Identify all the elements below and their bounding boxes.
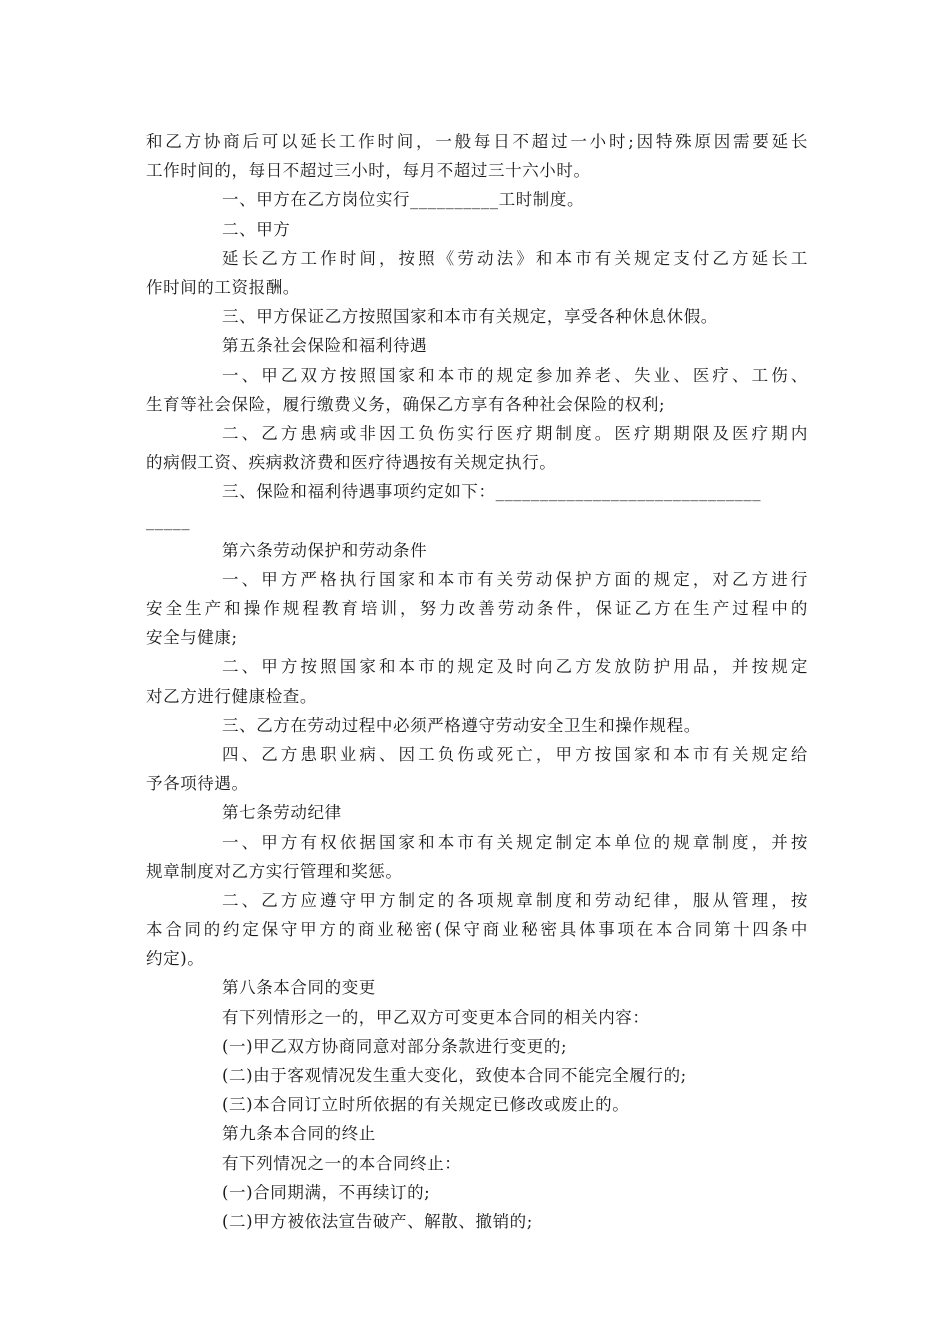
text-line: 有下列情况之一的本合同终止： <box>222 1153 462 1173</box>
text-line: 的病假工资、疾病救济费和医疗待遇按有关规定执行。 <box>146 453 557 473</box>
text-line: 一、甲方在乙方岗位实行__________工时制度。 <box>222 190 585 210</box>
text-line: 二、乙方患病或非因工负伤实行医疗期制度。医疗期期限及医疗期内 <box>222 423 808 443</box>
text-line: 对乙方进行健康检查。 <box>146 686 317 706</box>
text-line: 第九条本合同的终止 <box>222 1124 376 1144</box>
text-line: 一、甲方严格执行国家和本市有关劳动保护方面的规定，对乙方进行 <box>222 569 808 589</box>
text-line: 三、保险和福利待遇事项约定如下：______________________________ <box>222 482 762 502</box>
text-line: 予各项待遇。 <box>146 774 249 794</box>
text-line: (三)本合同订立时所依据的有关规定已修改或废止的。 <box>222 1095 630 1115</box>
text-line: 本合同的约定保守甲方的商业秘密(保守商业秘密具体事项在本合同第十四条中 <box>146 920 808 940</box>
text-line: 第七条劳动纪律 <box>222 803 342 823</box>
text-line: 约定)。 <box>146 949 205 969</box>
text-line: 第六条劳动保护和劳动条件 <box>222 540 428 560</box>
text-line: 安全生产和操作规程教育培训，努力改善劳动条件，保证乙方在生产过程中的 <box>146 599 808 618</box>
text-line: 规章制度对乙方实行管理和奖惩。 <box>146 861 403 881</box>
text-line: 工作时间的，每日不超过三小时，每月不超过三十六小时。 <box>146 161 591 181</box>
text-line: (二)由于客观情况发生重大变化，致使本合同不能完全履行的; <box>222 1066 687 1085</box>
text-line: 有下列情形之一的，甲乙双方可变更本合同的相关内容： <box>222 1007 650 1027</box>
text-line: (二)甲方被依法宣告破产、解散、撤销的; <box>222 1211 533 1231</box>
text-line: 生育等社会保险，履行缴费义务，确保乙方享有各种社会保险的权利; <box>146 394 666 414</box>
text-line: 二、乙方应遵守甲方制定的各项规章制度和劳动纪律，服从管理，按 <box>222 890 808 910</box>
text-line: 一、甲乙双方按照国家和本市的规定参加养老、失业、医疗、工伤、 <box>222 365 808 385</box>
text-line: 安全与健康; <box>146 628 238 648</box>
text-line: 二、甲方 <box>222 219 291 239</box>
text-line: 一、甲方有权依据国家和本市有关规定制定本单位的规章制度，并按 <box>222 832 808 852</box>
text-line: 二、甲方按照国家和本市的规定及时向乙方发放防护用品，并按规定 <box>222 657 808 677</box>
text-line: (一)甲乙双方协商同意对部分条款进行变更的; <box>222 1036 568 1056</box>
text-line: (一)合同期满，不再续订的; <box>222 1182 431 1202</box>
text-line: _____ <box>146 511 191 531</box>
text-line: 延长乙方工作时间，按照《劳动法》和本市有关规定支付乙方延长工 <box>222 248 808 268</box>
text-line: 和乙方协商后可以延长工作时间，一般每日不超过一小时;因特殊原因需要延长 <box>146 132 808 151</box>
text-line: 第五条社会保险和福利待遇 <box>222 336 428 356</box>
text-line: 三、甲方保证乙方按照国家和本市有关规定，享受各种休息休假。 <box>222 307 718 327</box>
contract-body-text <box>146 127 808 1236</box>
text-line: 作时间的工资报酬。 <box>146 277 300 297</box>
text-line: 三、乙方在劳动过程中必须严格遵守劳动安全卫生和操作规程。 <box>222 715 701 735</box>
text-line: 第八条本合同的变更 <box>222 978 376 998</box>
text-line: 四、乙方患职业病、因工负伤或死亡，甲方按国家和本市有关规定给 <box>222 744 808 764</box>
